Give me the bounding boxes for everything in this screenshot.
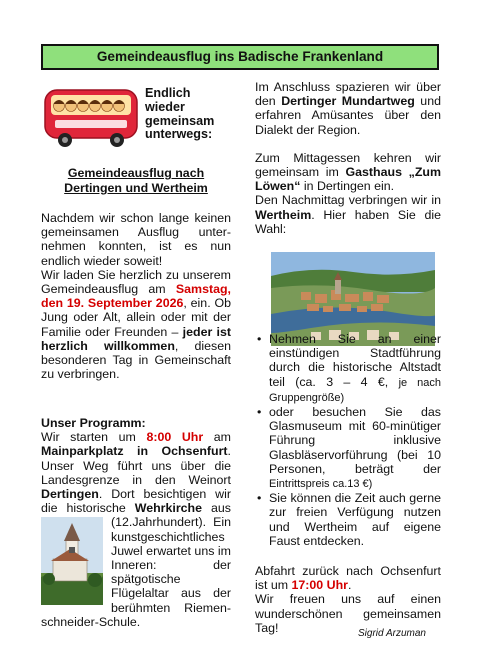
inn-name: Gasthaus „Zum Löwen“ bbox=[255, 165, 441, 194]
right-column bbox=[255, 80, 441, 236]
options-section bbox=[255, 332, 441, 635]
welcome-phrase: jeder ist herzlich willkommen bbox=[41, 324, 231, 353]
subheading bbox=[41, 166, 231, 196]
program-paragraph bbox=[41, 430, 231, 629]
cheer-line: unterwegs bbox=[145, 127, 208, 142]
program-section bbox=[41, 416, 231, 629]
cheer-line: gemeinsam bbox=[145, 113, 215, 128]
intro-text bbox=[41, 211, 231, 381]
walk-text: Im Anschluss spazieren wir über den bbox=[255, 80, 441, 109]
option-city-tour bbox=[269, 332, 441, 405]
subheading-line: Gemeindeausflug nach bbox=[67, 166, 205, 180]
program-text: . Unser Weg führt uns über die Landesgrenze in den Weinort bbox=[41, 444, 231, 487]
options-list bbox=[255, 332, 441, 548]
invitation-paragraph bbox=[41, 268, 231, 382]
option-glass-museum bbox=[269, 405, 441, 491]
lunch-text: Zum Mittagessen kehren wir gemeinsam im bbox=[255, 150, 441, 180]
program-text: am bbox=[203, 430, 231, 445]
program-text: Wir starten um bbox=[41, 430, 147, 445]
cheer-colon: : bbox=[207, 127, 213, 142]
walk-text: und erfahren Amüsantes über den Dialekt der Region. bbox=[255, 94, 441, 137]
program-text: . Dort besichtigen wir die historische bbox=[41, 487, 231, 516]
town-wertheim: Wertheim bbox=[255, 207, 312, 222]
subheading-line: Dertingen und Wertheim bbox=[64, 181, 208, 195]
place-church: Wehrkirche bbox=[134, 501, 203, 516]
option-note: Eintrittspreis ca.13 €) bbox=[269, 478, 373, 491]
invitation-text: , ein. Ob Jung oder Alt, allein oder mit der Familie oder Freunden – bbox=[41, 296, 231, 339]
option-text: oder besuchen Sie das Glasmuseum mit 60-minütiger Führung inklusive Glasbläservorführung (bei 10 Personen, beträgt der bbox=[269, 405, 441, 476]
lunch-paragraph bbox=[255, 151, 441, 194]
meeting-point: Mainparkplatz in Ochsenfurt bbox=[41, 444, 228, 459]
invitation-text: , diesen besonderen Tag in Gemeinschaft zu verbringen. bbox=[41, 338, 231, 382]
closing-paragraph: Wir freuen uns auf einen wunderschönen gemeinsamen Tag! bbox=[255, 592, 441, 635]
event-date: Samstag, den 19. September 2026 bbox=[41, 282, 231, 311]
return-time: 17:00 Uhr bbox=[291, 578, 348, 593]
place-dertingen: Dertingen bbox=[41, 487, 99, 502]
program-text: aus (12.Jahrhundert). Ein kunstgeschichtliches Juwel erwartet uns im Inneren: der spätgotische Flügelaltar aus der berühmten Riemen- schneider-Schule. bbox=[41, 501, 231, 629]
walk-paragraph bbox=[255, 80, 441, 137]
cheer-line: wieder bbox=[145, 99, 185, 114]
invitation-text: Wir laden Sie herzlich zu unserem Gemeindeausflug am bbox=[41, 267, 231, 297]
return-text: Abfahrt zurück nach Ochsenfurt ist um bbox=[255, 564, 441, 593]
start-time: 8:00 Uhr bbox=[146, 430, 204, 445]
signature: Sigrid Arzuman bbox=[358, 628, 426, 639]
church-photo bbox=[41, 517, 103, 605]
intro-paragraph: Nachdem wir schon lange keinen gemeinsamen Ausflug unter- nehmen konnten, ist es nun endlich wieder soweit! bbox=[41, 211, 231, 268]
afternoon-paragraph bbox=[255, 193, 441, 236]
bus-illustration bbox=[41, 84, 141, 150]
afternoon-text: Den Nachmittag verbringen wir in bbox=[255, 193, 441, 208]
afternoon-text: . Hier haben Sie die Wahl: bbox=[255, 207, 441, 236]
option-free-time: • Sie können die Zeit auch gerne zur freien Verfügung nutzen und Wertheim auf eigene Faust entdecken. bbox=[269, 491, 441, 548]
program-heading: Unser Programm: bbox=[41, 416, 146, 430]
flyer-title: Gemeindeausflug ins Badische Frankenland bbox=[41, 44, 439, 70]
dialect-trail: Dertinger Mundartweg bbox=[281, 94, 415, 109]
option-text: Nehmen Sie an einer einstündigen Stadtführung durch die historische Altstadt teil (ca. 3 – 4 €, bbox=[269, 332, 441, 389]
cheer-text bbox=[145, 87, 235, 142]
cheer-line: Endlich bbox=[145, 86, 191, 100]
return-text: . bbox=[347, 578, 352, 593]
return-paragraph bbox=[255, 564, 441, 592]
option-note: je nach Gruppengröße) bbox=[269, 376, 441, 404]
lunch-text: in Dertingen ein. bbox=[300, 179, 395, 194]
